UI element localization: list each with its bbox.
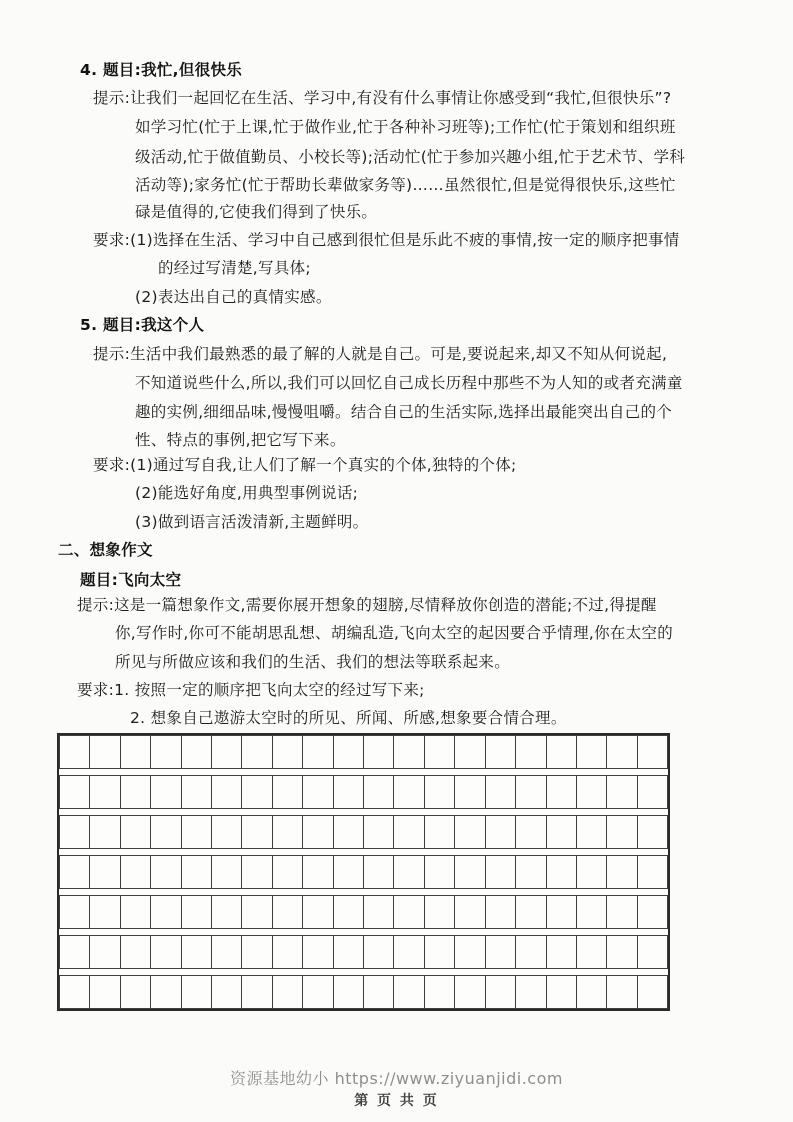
item5-req-line: (2)能选好角度,用典型事例说话; — [135, 484, 359, 502]
grid-cell — [151, 976, 181, 1008]
grid-row — [59, 975, 668, 1009]
grid-cell — [516, 736, 546, 768]
grid-cell — [121, 776, 151, 808]
composition-grid — [57, 733, 670, 1011]
grid-cell — [607, 776, 637, 808]
grid-cell — [455, 736, 485, 768]
grid-cell — [425, 976, 455, 1008]
grid-cell — [212, 736, 242, 768]
grid-cell — [334, 776, 364, 808]
grid-cell — [182, 976, 212, 1008]
grid-cell — [212, 936, 242, 968]
grid-cell — [547, 896, 577, 928]
grid-cell — [334, 896, 364, 928]
grid-cell — [638, 736, 667, 768]
grid-cell — [273, 896, 303, 928]
grid-cell — [212, 776, 242, 808]
footer-page-text: 第 页 共 页 — [354, 1093, 439, 1109]
grid-cell — [425, 896, 455, 928]
grid-cell — [547, 776, 577, 808]
grid-cell — [60, 896, 90, 928]
grid-cell — [182, 856, 212, 888]
grid-row — [59, 735, 668, 769]
grid-cell — [577, 896, 607, 928]
grid-cell — [242, 856, 272, 888]
grid-cell — [638, 976, 667, 1008]
grid-cell — [455, 936, 485, 968]
section2-req-line: 2. 想象自己遨游太空时的所见、所闻、所感,想象要合情合理。 — [130, 709, 567, 727]
grid-cell — [547, 816, 577, 848]
grid-cell — [334, 856, 364, 888]
grid-cell — [90, 736, 120, 768]
grid-cell — [547, 856, 577, 888]
grid-cell — [151, 896, 181, 928]
grid-cell — [486, 776, 516, 808]
item5-hint-line: 不知道说些什么,所以,我们可以回忆自己成长历程中那些不为人知的或者充满童 — [135, 374, 683, 392]
grid-cell — [577, 856, 607, 888]
grid-cell — [364, 856, 394, 888]
grid-cell — [151, 856, 181, 888]
grid-cell — [577, 976, 607, 1008]
grid-cell — [425, 816, 455, 848]
grid-cell — [121, 936, 151, 968]
grid-cell — [455, 976, 485, 1008]
grid-cell — [364, 976, 394, 1008]
grid-row — [59, 815, 668, 849]
grid-cell — [455, 776, 485, 808]
grid-row — [59, 855, 668, 889]
grid-cell — [182, 776, 212, 808]
grid-cell — [303, 976, 333, 1008]
item4-hint-line: 活动等);家务忙(忙于帮助长辈做家务等)……虽然很忙,但是觉得很快乐,这些忙 — [135, 176, 676, 194]
grid-cell — [607, 896, 637, 928]
item5-req-line: 要求:(1)通过写自我,让人们了解一个真实的个体,独特的个体; — [93, 456, 517, 474]
grid-cell — [303, 856, 333, 888]
grid-cell — [638, 816, 667, 848]
grid-cell — [425, 776, 455, 808]
section2-req-line: 要求:1. 按照一定的顺序把飞向太空的经过写下来; — [77, 681, 425, 699]
grid-cell — [516, 816, 546, 848]
grid-cell — [242, 816, 272, 848]
grid-cell — [151, 776, 181, 808]
grid-cell — [607, 936, 637, 968]
grid-cell — [212, 816, 242, 848]
grid-cell — [364, 896, 394, 928]
grid-cell — [303, 896, 333, 928]
grid-cell — [273, 736, 303, 768]
grid-row — [59, 895, 668, 929]
grid-cell — [334, 816, 364, 848]
section2-header: 二、想象作文 — [58, 541, 153, 559]
grid-cell — [577, 936, 607, 968]
grid-cell — [486, 816, 516, 848]
section2-hint-line: 所见与所做应该和我们的生活、我们的想法等联系起来。 — [115, 653, 511, 671]
grid-cell — [60, 816, 90, 848]
grid-cell — [151, 816, 181, 848]
grid-cell — [516, 776, 546, 808]
grid-cell — [638, 776, 667, 808]
grid-cell — [638, 936, 667, 968]
grid-cell — [121, 976, 151, 1008]
grid-cell — [182, 816, 212, 848]
grid-cell — [90, 856, 120, 888]
grid-cell — [516, 976, 546, 1008]
grid-cell — [121, 856, 151, 888]
grid-cell — [242, 976, 272, 1008]
item5-req-line: (3)做到语言活泼清新,主题鲜明。 — [135, 513, 369, 531]
grid-cell — [212, 976, 242, 1008]
item5-title: 5. 题目:我这个人 — [80, 316, 205, 334]
grid-cell — [547, 736, 577, 768]
grid-cell — [486, 976, 516, 1008]
grid-cell — [273, 936, 303, 968]
grid-cell — [394, 736, 424, 768]
grid-cell — [60, 776, 90, 808]
grid-cell — [394, 776, 424, 808]
grid-cell — [607, 736, 637, 768]
grid-cell — [455, 896, 485, 928]
grid-cell — [516, 936, 546, 968]
grid-cell — [334, 976, 364, 1008]
grid-cell — [547, 976, 577, 1008]
grid-cell — [303, 776, 333, 808]
grid-row — [59, 935, 668, 969]
grid-cell — [60, 936, 90, 968]
grid-cell — [486, 856, 516, 888]
item5-hint-line: 趣的实例,细细品味,慢慢咀嚼。结合自己的生活实际,选择出最能突出自己的个 — [135, 403, 673, 421]
grid-cell — [303, 936, 333, 968]
grid-cell — [455, 816, 485, 848]
grid-cell — [455, 856, 485, 888]
grid-cell — [121, 816, 151, 848]
grid-cell — [212, 856, 242, 888]
grid-cell — [547, 936, 577, 968]
item5-hint-line: 性、特点的事例,把它写下来。 — [135, 431, 346, 449]
grid-cell — [303, 736, 333, 768]
grid-cell — [242, 936, 272, 968]
item4-hint-line: 级活动,忙于做值勤员、小校长等);活动忙(忙于参加兴趣小组,忙于艺术节、学科 — [135, 148, 686, 166]
grid-cell — [121, 736, 151, 768]
grid-cell — [577, 816, 607, 848]
grid-cell — [638, 896, 667, 928]
grid-cell — [516, 896, 546, 928]
item5-hint-line: 提示:生活中我们最熟悉的最了解的人就是自己。可是,要说起来,却又不知从何说起, — [93, 345, 668, 363]
grid-cell — [394, 936, 424, 968]
grid-cell — [394, 816, 424, 848]
item4-req-line: (2)表达出自己的真情实感。 — [135, 288, 332, 306]
grid-cell — [182, 936, 212, 968]
grid-cell — [607, 856, 637, 888]
grid-cell — [425, 936, 455, 968]
item4-hint-line: 碌是值得的,它使我们得到了快乐。 — [135, 203, 378, 221]
grid-cell — [182, 736, 212, 768]
section2-title: 题目:飞向太空 — [80, 571, 182, 589]
grid-cell — [364, 776, 394, 808]
grid-cell — [60, 976, 90, 1008]
grid-cell — [394, 976, 424, 1008]
grid-cell — [60, 856, 90, 888]
item4-req-line: 的经过写清楚,写具体; — [158, 259, 311, 277]
grid-cell — [303, 816, 333, 848]
grid-cell — [638, 856, 667, 888]
grid-cell — [607, 976, 637, 1008]
grid-cell — [607, 816, 637, 848]
grid-cell — [394, 896, 424, 928]
grid-cell — [90, 776, 120, 808]
grid-cell — [90, 896, 120, 928]
grid-cell — [577, 736, 607, 768]
grid-cell — [90, 936, 120, 968]
grid-cell — [394, 856, 424, 888]
grid-cell — [486, 936, 516, 968]
footer-site-text: 资源基地幼小 https://www.ziyuanjidi.com — [230, 1069, 563, 1088]
grid-cell — [121, 896, 151, 928]
grid-cell — [242, 736, 272, 768]
grid-cell — [577, 776, 607, 808]
grid-cell — [90, 816, 120, 848]
grid-cell — [486, 896, 516, 928]
item4-req-line: 要求:(1)选择在生活、学习中自己感到很忙但是乐此不疲的事情,按一定的顺序把事情 — [93, 231, 680, 249]
grid-cell — [242, 896, 272, 928]
grid-cell — [364, 736, 394, 768]
grid-cell — [273, 816, 303, 848]
grid-cell — [273, 856, 303, 888]
section2-hint-line: 提示:这是一篇想象作文,需要你展开想象的翅膀,尽情释放你创造的潜能;不过,得提醒 — [77, 596, 657, 614]
grid-cell — [90, 976, 120, 1008]
item4-hint-line: 如学习忙(忙于上课,忙于做作业,忙于各种补习班等);工作忙(忙于策划和组织班 — [135, 118, 676, 136]
grid-row — [59, 775, 668, 809]
grid-cell — [516, 856, 546, 888]
grid-cell — [334, 936, 364, 968]
grid-cell — [364, 816, 394, 848]
grid-cell — [364, 936, 394, 968]
grid-cell — [182, 896, 212, 928]
grid-cell — [242, 776, 272, 808]
grid-cell — [151, 936, 181, 968]
grid-cell — [273, 776, 303, 808]
grid-cell — [425, 856, 455, 888]
grid-cell — [212, 896, 242, 928]
grid-cell — [60, 736, 90, 768]
grid-cell — [334, 736, 364, 768]
grid-cell — [273, 976, 303, 1008]
item4-hint-line: 提示:让我们一起回忆在生活、学习中,有没有什么事情让你感受到“我忙,但很快乐”? — [93, 89, 672, 107]
grid-cell — [151, 736, 181, 768]
grid-cell — [486, 736, 516, 768]
item4-title: 4. 题目:我忙,但很快乐 — [80, 61, 243, 79]
grid-cell — [425, 736, 455, 768]
section2-hint-line: 你,写作时,你可不能胡思乱想、胡编乱造,飞向太空的起因要合乎情理,你在太空的 — [115, 624, 674, 642]
